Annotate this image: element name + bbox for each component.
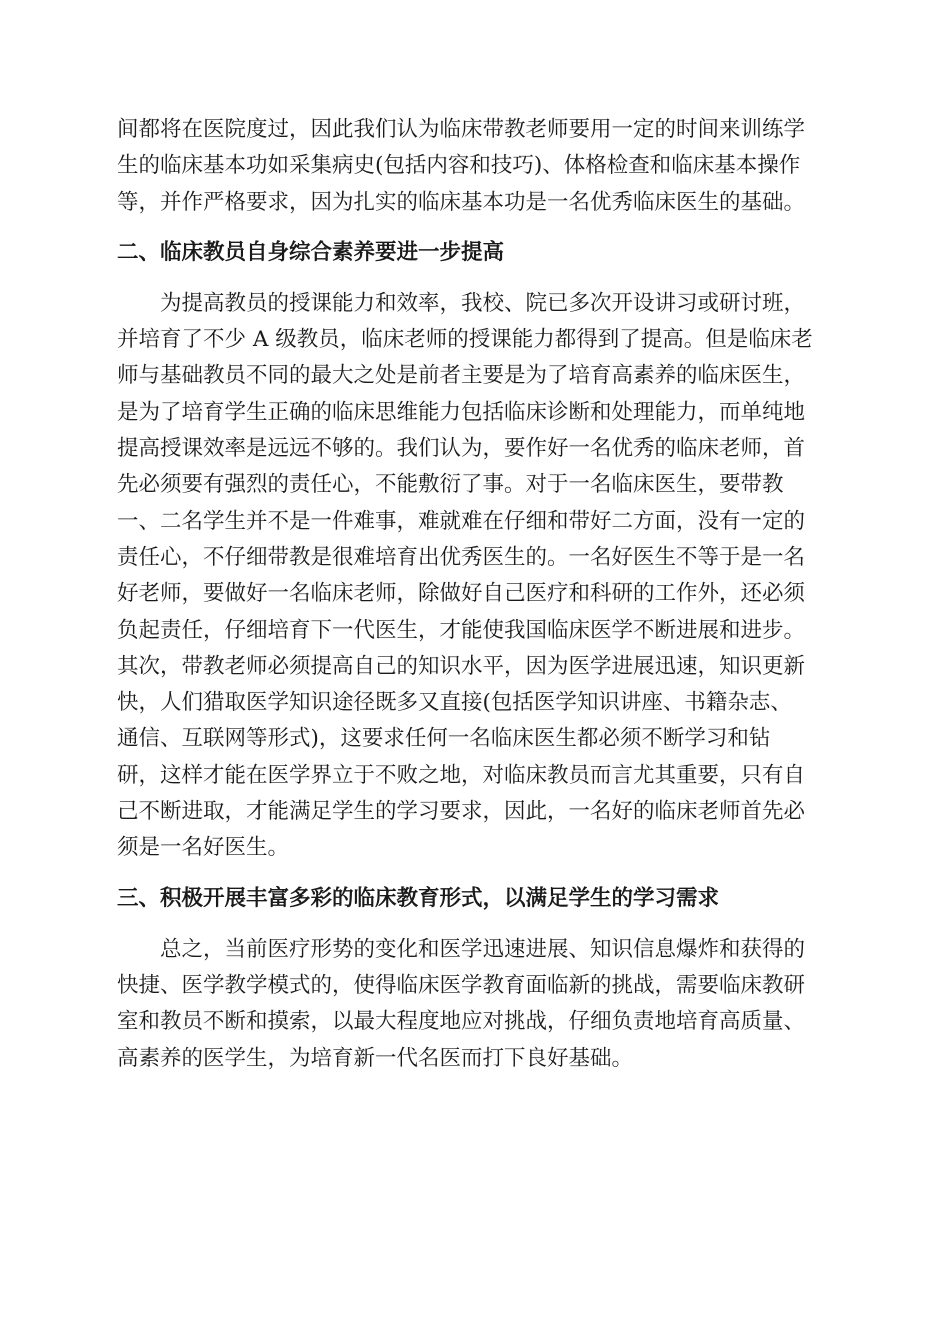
section-heading-2: 二、临床教员自身综合素养要进一步提高 (117, 239, 505, 265)
paragraph-line: 研，这样才能在医学界立于不败之地，对临床教员而言尤其重要，只有自 (117, 762, 806, 788)
paragraph-line: 并培育了不少 A 级教员，临床老师的授课能力都得到了提高。但是临床老 (117, 327, 813, 353)
paragraph-line: 先必须要有强烈的责任心，不能敷衍了事。对于一名临床医生，要带教 (117, 472, 784, 498)
document-page (117, 112, 835, 1077)
paragraph-line: 生的临床基本功如采集病史(包括内容和技巧)、体格检查和临床基本操作 (117, 153, 801, 179)
paragraph-line: 间都将在医院度过，因此我们认为临床带教老师要用一定的时间来训练学 (117, 117, 806, 142)
paragraph-line: 己不断进取，才能满足学生的学习要求，因此，一名好的临床老师首先必 (117, 799, 806, 825)
paragraph-line: 等，并作严格要求，因为扎实的临床基本功是一名优秀临床医生的基础。 (117, 189, 806, 215)
paragraph-line: 一、二名学生并不是一件难事，难就难在仔细和带好二方面，没有一定的 (117, 508, 806, 534)
paragraph-line: 室和教员不断和摸索，以最大程度地应对挑战，仔细负责地培育高质量、 (117, 1009, 806, 1035)
paragraph-line: 责任心，不仔细带教是很难培育出优秀医生的。一名好医生不等于是一名 (117, 544, 806, 570)
paragraph-line: 快，人们猎取医学知识途径既多又直接(包括医学知识讲座、书籍杂志、 (117, 690, 792, 716)
section-3-paragraph (117, 932, 835, 1077)
section-2-paragraph (117, 286, 835, 867)
paragraph-line: 师与基础教员不同的最大之处是前者主要是为了培育高素养的临床医生， (117, 363, 806, 389)
paragraph-line: 提高授课效率是远远不够的。我们认为，要作好一名优秀的临床老师，首 (117, 436, 806, 462)
paragraph-line: 总之，当前医疗形势的变化和医学迅速进展、知识信息爆炸和获得的 (160, 936, 806, 962)
paragraph-line: 其次，带教老师必须提高自己的知识水平，因为医学进展迅速，知识更新 (117, 653, 806, 679)
section-heading-3: 三、积极开展丰富多彩的临床教育形式，以满足学生的学习需求 (117, 885, 720, 911)
paragraph-line: 须是一名好医生。 (117, 835, 290, 861)
continued-paragraph (117, 112, 835, 221)
paragraph-line: 快捷、医学教学模式的，使得临床医学教育面临新的挑战，需要临床教研 (117, 972, 806, 998)
paragraph-line: 是为了培育学生正确的临床思维能力包括临床诊断和处理能力，而单纯地 (117, 399, 806, 425)
paragraph-line: 高素养的医学生，为培育新一代名医而打下良好基础。 (117, 1045, 634, 1071)
paragraph-line: 为提高教员的授课能力和效率，我校、院已多次开设讲习或研讨班， (160, 290, 806, 316)
paragraph-line: 负起责任，仔细培育下一代医生，才能使我国临床医学不断进展和进步。 (117, 617, 806, 643)
paragraph-line: 通信、互联网等形式)，这要求任何一名临床医生都必须不断学习和钻 (117, 726, 771, 752)
paragraph-line: 好老师，要做好一名临床老师，除做好自己医疗和科研的工作外，还必须 (117, 581, 806, 607)
